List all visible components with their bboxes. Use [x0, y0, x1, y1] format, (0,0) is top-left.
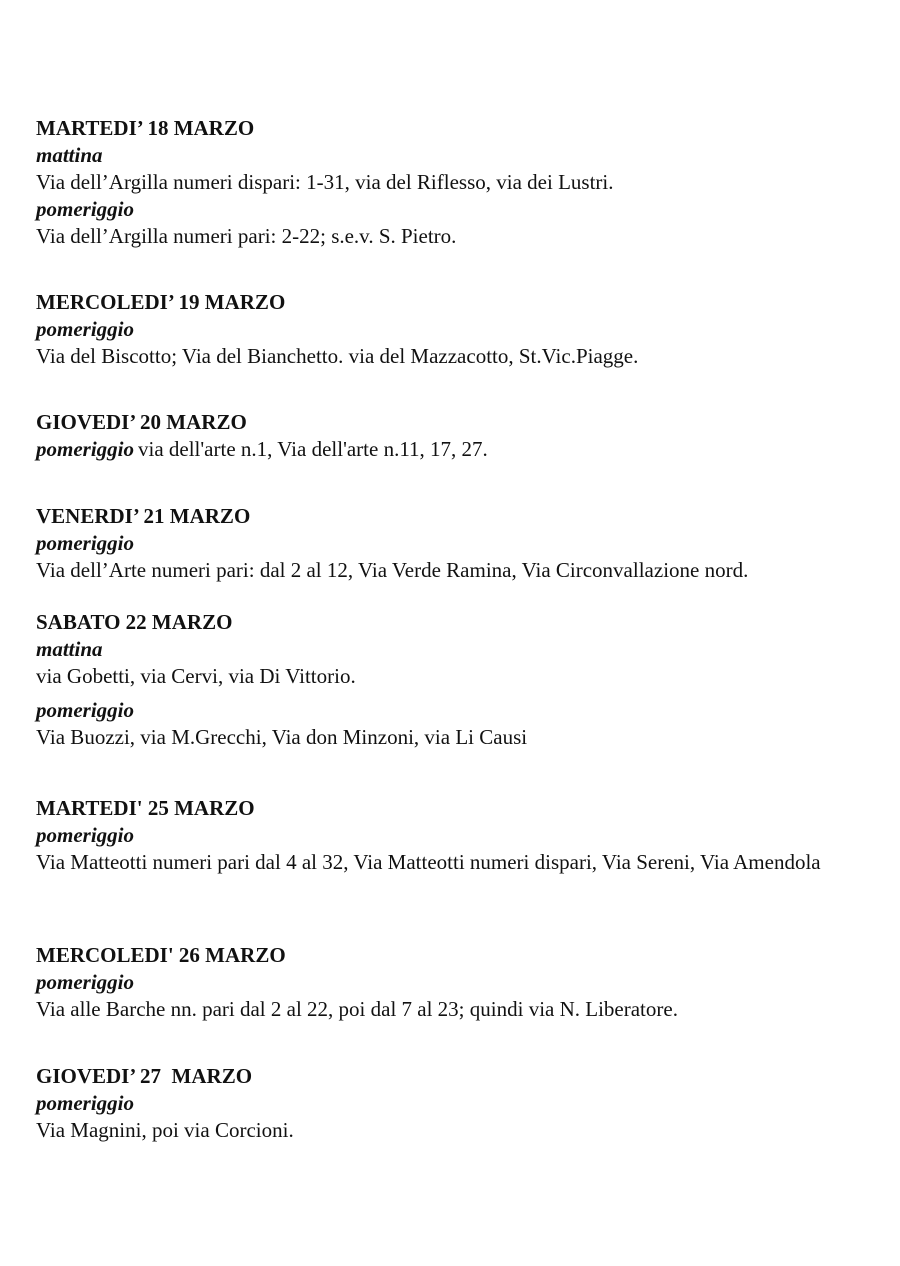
day-block [36, 1063, 294, 1144]
time-slot [36, 530, 748, 584]
slot-streets: Via alle Barche nn. pari dal 2 al 22, poi dal 7 al 23; quindi via N. Liberatore. [36, 997, 678, 1021]
slot-streets: Via Matteotti numeri pari dal 4 al 32, Via Matteotti numeri dispari, Via Sereni, Via Amendola [36, 850, 821, 874]
day-block [36, 942, 678, 1023]
day-title: MERCOLEDI' 26 MARZO [36, 943, 286, 967]
day-block [36, 289, 638, 370]
slot-streets: Via dell’Arte numeri pari: dal 2 al 12, Via Verde Ramina, Via Circonvallazione nord. [36, 558, 749, 582]
time-slot [36, 436, 488, 463]
slot-streets: Via dell’Argilla numeri dispari: 1-31, via del Riflesso, via dei Lustri. [36, 170, 614, 194]
day-title: VENERDI’ 21 MARZO [36, 504, 251, 528]
day-block [36, 115, 613, 250]
time-slot [36, 636, 527, 690]
day-block [36, 503, 748, 584]
slot-streets: Via del Biscotto; Via del Bianchetto. via del Mazzacotto, St.Vic.Piagge. [36, 344, 639, 368]
slot-label: mattina [36, 143, 103, 167]
time-slot [36, 822, 826, 876]
slot-label: pomeriggio [36, 970, 134, 994]
slot-label: pomeriggio [36, 698, 134, 722]
slot-label: pomeriggio [36, 531, 134, 555]
day-block [36, 409, 488, 463]
day-title: MERCOLEDI’ 19 MARZO [36, 290, 286, 314]
time-slot [36, 142, 613, 196]
time-slot [36, 697, 527, 751]
slot-streets: Via dell’Argilla numeri pari: 2-22; s.e.v. S. Pietro. [36, 224, 457, 248]
day-title: SABATO 22 MARZO [36, 610, 233, 634]
day-block [36, 795, 826, 876]
slot-streets: via Gobetti, via Cervi, via Di Vittorio. [36, 664, 356, 688]
day-title: GIOVEDI’ 27 MARZO [36, 1064, 253, 1088]
slot-streets: Via Magnini, poi via Corcioni. [36, 1118, 294, 1142]
slot-label: pomeriggio [36, 437, 134, 461]
slot-streets: via dell'arte n.1, Via dell'arte n.11, 17, 27. [138, 437, 488, 461]
slot-label: pomeriggio [36, 1091, 134, 1115]
time-slot [36, 969, 678, 1023]
day-block [36, 609, 527, 751]
day-title: MARTEDI’ 18 MARZO [36, 116, 255, 140]
slot-streets: Via Buozzi, via M.Grecchi, Via don Minzoni, via Li Causi [36, 725, 528, 749]
time-slot [36, 1090, 294, 1144]
slot-label: pomeriggio [36, 197, 134, 221]
slot-label: pomeriggio [36, 317, 134, 341]
slot-label: pomeriggio [36, 823, 134, 847]
time-slot [36, 316, 638, 370]
day-title: MARTEDI' 25 MARZO [36, 796, 255, 820]
time-slot [36, 196, 613, 250]
day-title: GIOVEDI’ 20 MARZO [36, 410, 247, 434]
slot-label: mattina [36, 637, 103, 661]
